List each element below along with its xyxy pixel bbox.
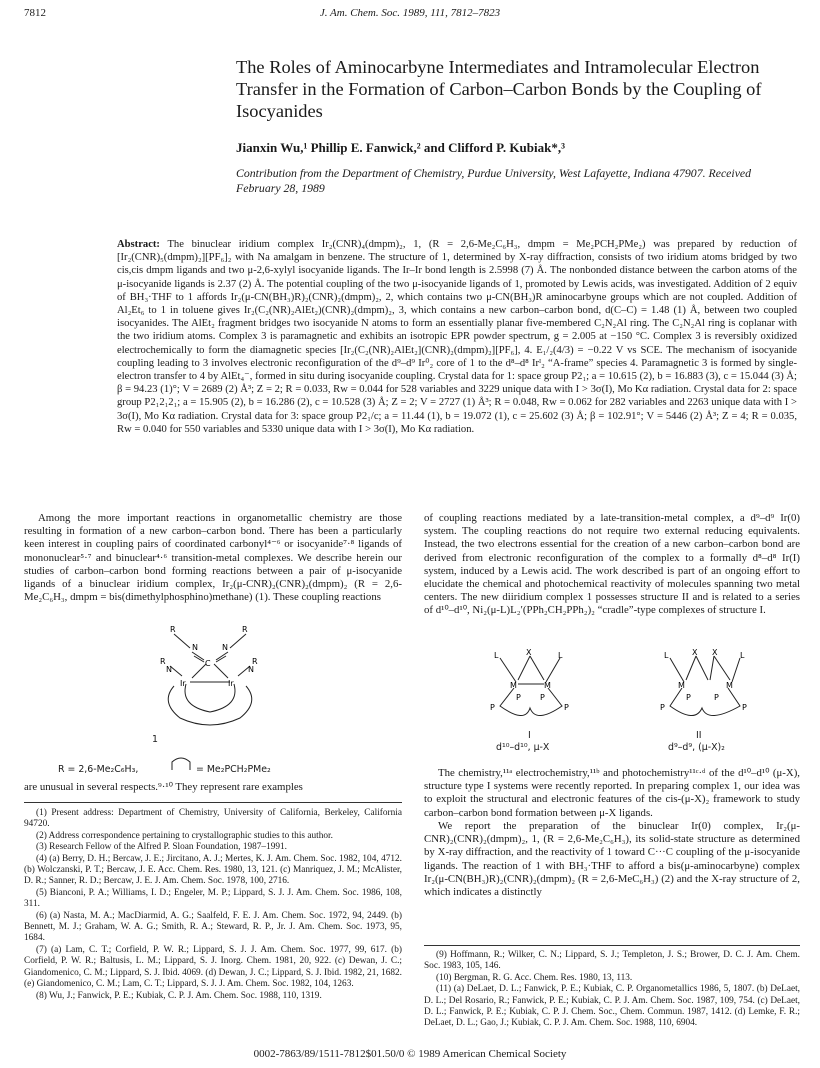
footnote: (3) Research Fellow of the Alfred P. Sloan Foundation, 1987–1991. [36,842,287,853]
footnote: (8) Wu, J.; Fanwick, P. E.; Kubiak, C. P. J. Am. Chem. Soc. 1988, 110, 1319. [36,990,322,1001]
journal-header: J. Am. Chem. Soc. 1989, 111, 7812–7823 [319,7,501,19]
label-P: P [686,693,691,702]
contribution-line: Contribution from the Department of Chemistry, Purdue University, West Lafayette, Indiana 47907. Received February 28, 1989 [236,166,752,195]
left-col-para-1: Among the more important reactions in organometallic chemistry are those resulting in formation of a new carbon–carbon bond. There has been a particularly keen interest in coupling pairs of coordinated carbonyl⁴⁻⁶ or isocyanide⁷·⁸ ligands of mononuclear⁵·⁷ and binuclear⁴·⁶ transition-metal complexes. We describe herein our studies of carbon–carbon bond forming reactions between a pair of μ-isocyanide ligands of a binuclear iridium complex, Ir₂(μ-CNR)₂(CNR)₂(dmpm)₂ (R = 2,6-Me₂C₆H₃, dmpm = bis(dimethylphosphino)methane) (1). These coupling reactions [24,512,402,604]
label-M: M [678,681,685,690]
footnote-divider [424,945,800,946]
footnote: (11) (a) DeLaet, D. L.; Fanwick, P. E.; Kubiak, C. P. Organometallics 1986, 5, 1807. (b) DeLaet, D. L.; Del Rosario, R.; Fanwick, P. E.; Kubiak, C. P. J. Am. Chem. Soc. 1987, 109, 754. (c) DeLaet, D. L.; Fanwick, P. E.; Kubiak, C. P. J. Chem. Soc., Chem. Commun. 1987, 1412. (d) Lemke, F. R.; DeLaet, D. L.; Gao, J.; Kubiak, C. P. J. Am. Chem. Soc. 1988, 110, 6904. [424,984,800,1029]
left-col-para-2: are unusual in several respects.⁹·¹⁰ They represent rare examples [24,781,303,793]
label-N: N [222,643,228,652]
structure-1-dmpm-caption: = Me₂PCH₂PMe₂ [196,764,271,775]
label-P: P [540,693,545,702]
footnote: (9) Hoffmann, R.; Wilker, C. N.; Lippard, S. J.; Templeton, J. S.; Brower, D. C. J. Am. Chem. Soc. 1983, 105, 146. [424,950,800,972]
footnote: (10) Bergman, R. G. Acc. Chem. Res. 1980, 13, 113. [436,972,633,983]
page-footer: 0002-7863/89/1511-7812$01.50/0 © 1989 American Chemical Society [253,1048,567,1060]
structure-1-diagram [130,622,290,734]
structure-I-caption: d¹⁰–d¹⁰, μ-X [496,742,550,753]
right-col-para-2: The chemistry,¹¹ᵃ electrochemistry,¹¹ᵇ and photochemistry¹¹ᶜ·ᵈ of the d¹⁰–d¹⁰ (μ-X), structure type I systems were recently reported. In preparing complex 1, our idea was to exploit the structural and electronic features of the cis-(μ-X)₂ framework to study carbon–carbon bond formation between μ-X ligands. [424,767,800,819]
structure-II-caption: d⁹–d⁹, (μ-X)₂ [668,742,725,753]
footnotes-right [424,950,800,1030]
label-R: R [242,625,248,634]
label-X: X [526,648,532,657]
label-P: P [660,703,665,712]
label-N: N [166,665,172,674]
label-Ir: Ir [180,679,186,688]
label-P: P [714,693,719,702]
label-L: L [740,651,745,660]
label-P: P [742,703,747,712]
structure-II-number: II [696,730,702,741]
page-number: 7812 [24,7,46,19]
structure-1-r-caption: R = 2,6-Me₂C₆H₃, [58,764,139,775]
dmpm-ring-icon [170,756,192,770]
article-title: The Roles of Aminocarbyne Intermediates and Intramolecular Electron Transfer in the Formation of Carbon–Carbon Bonds by the Coupling of Isocyanides [236,57,762,121]
footnote: (4) (a) Berry, D. H.; Bercaw, J. E.; Jircitano, A. J.; Mertes, K. J. Am. Chem. Soc. 1982, 104, 4712. (b) Wolczanski, P. T.; Bercaw, J. E. Acc. Chem. Res. 1980, 13, 121. (c) Manriquez, J. M.; McAlister, D. R.; Sanner, R. D.; Bercaw, J. E. J. Am. Chem. Soc. 1978, 100, 2716. [24,853,402,887]
label-X: X [712,648,718,657]
label-X: X [692,648,698,657]
label-M: M [544,681,551,690]
label-M: M [510,681,517,690]
abstract [117,238,797,436]
structure-I-number: I [528,730,531,741]
abstract-text: The binuclear iridium complex Ir₂(CNR)₄(dmpm)₂, 1, (R = 2,6-Me₂C₆H₃, dmpm = Me₂PCH₂PMe₂) was prepared by reduction of [Ir₂(CNR)₅(dmpm)₂][PF₆]₂ with Na amalgam in benzene. The structure of 1, determined by X-ray diffraction, consists of two iridium atoms bridged by two cis,cis dmpm ligands and two μ-2,6-xylyl isocyanide ligands. The Ir–Ir bond length is 2.5998 (7) Å. The nonbonded distance between the carbon atoms of the μ-isocyanide ligands is 2.37 (2) Å. The potential coupling of the two μ-isocyanide ligands of 1, promoted by Lewis acids, was investigated. Addition of 2 equiv of BH₃·THF to 1 affords Ir₂(μ-CN(BH₃)R)₂(CNR)₂(dmpm)₂, 2, which contains two μ-CN(BH₃)R aminocarbyne groups which are not coupled. Addition of Al₂Et₆ to 1 in toluene gives Ir₂(C₂(NR)₂AlEt₂)(CNR)₂(dmpm)₂, 3, which contains a new carbon–carbon bond, d(C–C) = 1.48 (1) Å, between two coupled isocyanides. The AlEt₂ fragment bridges two isocyanide N atoms to form an essentially planar five-membered C₂N₂Al ring. The C₂N₂Al ring is coplanar with the two iridium atoms. Complex 3 is paramagnetic and exhibits an isotropic EPR powder spectrum, g = 2.005 at −150 °C. Complex 3 is reversibly oxidized electrochemically to form the diamagnetic species [Ir₂(C₂(NR)₂AlEt₂](CNR)₂(dmpm)₂][PF₆], 4. E₁/₂(4/3) = −0.22 V vs SCE. The mechanism of isocyanide coupling leading to 3 involves electronic reconfiguration of the d⁹–d⁹ Ir⁰₂ core of 1 to the d⁸–d⁸ Irᴵ₂ “A-frame” species 4. Paramagnetic 3 is formed by single-electron transfer to 4 by AlEt₄⁻, formed in situ during isocyanide coupling. Crystal data for 1: space group P2₁; a = 10.615 (2), b = 16.883 (3), c = 15.044 (3) Å; β = 94.23 (1)°; V = 2689 (2) Å³; Z = 2; R = 0.033, Rw = 0.044 for 528 variables and 3229 unique data with I > 3σ(I), Mo Kα radiation. Crystal data for 2: space group P2₁2₁2₁; a = 15.905 (2), b = 16.286 (2), c = 10.528 (3) Å; Z = 2; V = 2727 (1) Å³; R = 0.048, Rw = 0.062 for 282 variables and 2263 unique data with I > 3σ(I), Mo Kα radiation. Crystal data for 3: space group P2₁/c; a = 11.44 (1), b = 19.072 (1), c = 25.602 (3) Å; β = 102.91°; V = 5446 (2) Å³; Z = 4; R = 0.035, Rw = 0.040 for 550 variables and 5330 unique data with I > 3σ(I), Mo Kα radiation. [117,239,797,435]
label-N: N [192,643,198,652]
label-L: L [664,651,669,660]
label-Ir: Ir [228,679,234,688]
footnotes-left [24,808,402,1002]
footnote: (2) Address correspondence pertaining to crystallographic studies to this author. [36,830,333,841]
structures-I-II-diagram [470,648,760,728]
structure-1-number: 1 [152,734,158,745]
footnote: (6) (a) Nasta, M. A.; MacDiarmid, A. G.; Saalfeld, F. E. J. Am. Chem. Soc. 1972, 94, 2449. (b) Bennett, M. J.; Graham, W. A. G.; Smith, R. A.; Steward, R. P., Jr. J. Am. Chem. Soc. 1973, 95, 1684. [24,910,402,944]
label-M: M [726,681,733,690]
label-L: L [494,651,499,660]
label-P: P [564,703,569,712]
label-C: C [205,659,211,668]
authors: Jianxin Wu,¹ Phillip E. Fanwick,² and Clifford P. Kubiak*,³ [236,140,565,155]
label-P: P [516,693,521,702]
abstract-label: Abstract: [117,239,160,250]
label-R: R [160,657,166,666]
footnote-divider [24,802,402,803]
label-P: P [490,703,495,712]
label-R: R [252,657,258,666]
right-col-para-3: We report the preparation of the binuclear Ir(0) complex, Ir₂(μ-CNR)₂(CNR)₂(dmpm)₂, 1, (R = 2,6-Me₂C₆H₃), its solid-state structure as determined by X-ray diffraction, and the reactivity of 1 toward C···C coupling of the μ-isocyanide ligands. The reaction of 1 with BH₃·THF to afford a bis(μ-aminocarbyne) complex Ir₂(μ-CN(BH₃)R)₂(CNR)₂(dmpm)₂ (R = 2,6-MeC₆H₃) (2) and the X-ray structure of 2, which indicates a distinctly [424,820,800,899]
footnote: (1) Present address: Department of Chemistry, University of California, Berkeley, California 94720. [24,808,402,830]
label-R: R [170,625,176,634]
footnote: (7) (a) Lam, C. T.; Corfield, P. W. R.; Lippard, S. J. J. Am. Chem. Soc. 1977, 99, 617. (b) Corfield, P. W. R.; Baltusis, L. M.; Lippard, S. J. Inorg. Chem. 1981, 20, 922. (c) Dewan, J. C.; Giandomenico, C. M.; Lippard, S. J. Ibid. 4069. (d) Dewan, J. C.; Lippard, S. J. Ibid. 1982, 21, 1682. (e) Giandomenico, C. M.; Lam, C. T.; Lippard, S. J. J. Am. Chem. Soc. 1982, 104, 1263. [24,944,402,990]
label-N: N [248,665,254,674]
bond [174,634,190,648]
footnote: (5) Bianconi, P. A.; Williams, I. D.; Engeler, M. P.; Lippard, S. J. J. Am. Chem. Soc. 1986, 108, 311. [24,887,402,910]
label-L: L [558,651,563,660]
right-col-para-1: of coupling reactions mediated by a late-transition-metal complex, a d⁹–d⁹ Ir(0) system. The coupling reactions do not require two external reducing equivalents. Instead, the two electrons essential for the creation of a new carbon–carbon bond are derived from electronic reconfiguration of the complex to a formally d⁸–d⁸ Ir(I) system, induced by a Lewis acid. The work described is part of an ongoing effort to elucidate the chemical and photochemical reactivity of molecules spanning two metal centers. The new diiridium complex 1 possesses structure II and is related to a series of d¹⁰–d¹⁰, Ni₂(μ-L)L₂′(PPh₂CH₂PPh₂)₂ “cradle”-type complexes of structure I. [424,512,800,617]
